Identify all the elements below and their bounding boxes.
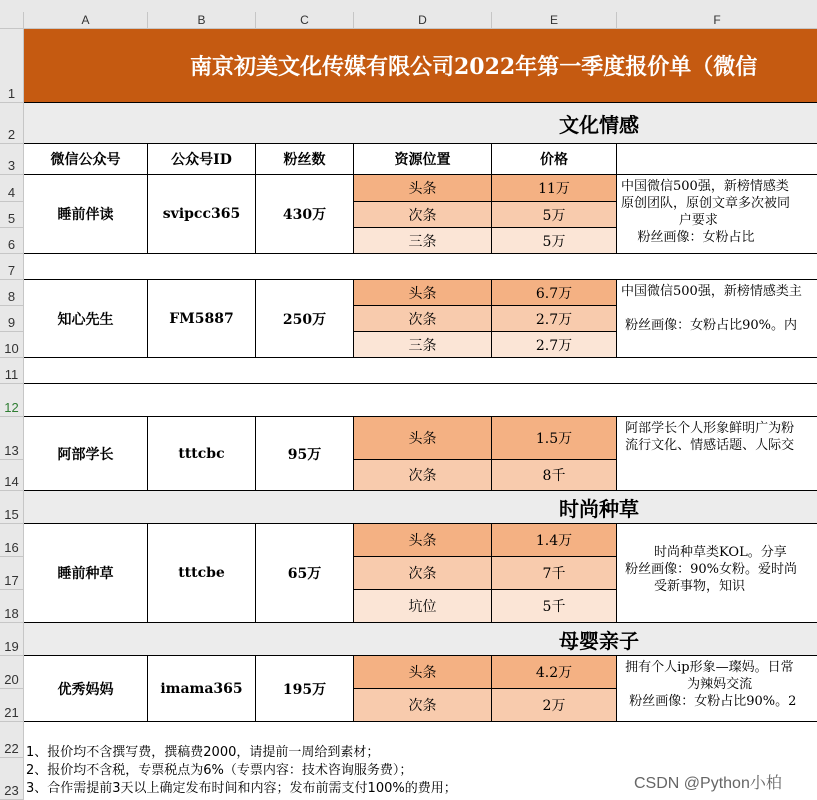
account-id[interactable]: svipcc365 [148, 175, 256, 254]
header-id[interactable]: 公众号ID [148, 144, 256, 175]
account-fans[interactable]: 65万 [256, 524, 354, 623]
row-header-23[interactable]: 23 [0, 758, 24, 800]
row-header-6[interactable]: 6 [0, 228, 24, 254]
column-header-e[interactable]: E [492, 12, 617, 29]
section-fashion[interactable]: 时尚种草 [24, 491, 817, 524]
note-3[interactable]: 3、合作需提前3天以上确定发布时间和内容；发布前需支付100%的费用； [26, 781, 457, 796]
row-header-1[interactable]: 1 [0, 29, 24, 103]
row-header-19[interactable]: 19 [0, 623, 24, 656]
column-header-b[interactable]: B [148, 12, 256, 29]
slot-position[interactable]: 次条 [354, 689, 492, 722]
row-header-11[interactable]: 11 [0, 358, 24, 384]
title-cell[interactable]: 南京初美文化传媒有限公司2022年第一季度报价单（微信 [24, 29, 817, 103]
watermark-text: CSDN @Python小柏 [634, 775, 782, 792]
row-header-17[interactable]: 17 [0, 557, 24, 590]
column-header-f[interactable]: F [617, 12, 817, 29]
account-description[interactable]: 拥有个人ip形象—璨妈。日常 为辣妈交流 粉丝画像：女粉占比90%。2 [617, 656, 817, 722]
account-name[interactable]: 知心先生 [24, 280, 148, 358]
header-account[interactable]: 微信公众号 [24, 144, 148, 175]
slot-price[interactable]: 8千 [492, 460, 617, 491]
row-header-3[interactable]: 3 [0, 144, 24, 175]
slot-price[interactable]: 5万 [492, 202, 617, 228]
row-header-10[interactable]: 10 [0, 332, 24, 358]
account-fans[interactable]: 95万 [256, 417, 354, 491]
row-header-12[interactable]: 12 [0, 384, 24, 417]
row-header-16[interactable]: 16 [0, 524, 24, 557]
slot-price[interactable]: 11万 [492, 175, 617, 202]
slot-position[interactable]: 头条 [354, 524, 492, 557]
slot-price[interactable]: 2.7万 [492, 306, 617, 332]
account-fans[interactable]: 430万 [256, 175, 354, 254]
slot-price[interactable]: 1.5万 [492, 417, 617, 460]
row-header-21[interactable]: 21 [0, 689, 24, 722]
header-price[interactable]: 价格 [492, 144, 617, 175]
section-culture[interactable]: 文化情感 [24, 103, 817, 144]
row-header-4[interactable]: 4 [0, 175, 24, 202]
slot-price[interactable]: 6.7万 [492, 280, 617, 306]
row-header-7[interactable]: 7 [0, 254, 24, 280]
account-name[interactable]: 阿部学长 [24, 417, 148, 491]
column-header-a[interactable]: A [24, 12, 148, 29]
account-id[interactable]: FM5887 [148, 280, 256, 358]
slot-price[interactable]: 2.7万 [492, 332, 617, 358]
row-header-9[interactable]: 9 [0, 306, 24, 332]
header-desc[interactable] [617, 144, 817, 175]
slot-position[interactable]: 坑位 [354, 590, 492, 623]
slot-position[interactable]: 头条 [354, 417, 492, 460]
account-name[interactable]: 睡前伴读 [24, 175, 148, 254]
slot-position[interactable]: 三条 [354, 332, 492, 358]
slot-price[interactable]: 7千 [492, 557, 617, 590]
account-fans[interactable]: 250万 [256, 280, 354, 358]
row-header-18[interactable]: 18 [0, 590, 24, 623]
row-header-8[interactable]: 8 [0, 280, 24, 306]
slot-position[interactable]: 次条 [354, 557, 492, 590]
column-header-c[interactable]: C [256, 12, 354, 29]
empty-row[interactable] [24, 358, 817, 384]
account-fans[interactable]: 195万 [256, 656, 354, 722]
slot-position[interactable]: 次条 [354, 202, 492, 228]
note-1[interactable]: 1、报价均不含撰写费，撰稿费2000，请提前一周给到素材； [26, 745, 380, 760]
row-header-22[interactable]: 22 [0, 722, 24, 758]
account-id[interactable]: imama365 [148, 656, 256, 722]
slot-price[interactable]: 2万 [492, 689, 617, 722]
slot-position[interactable]: 次条 [354, 460, 492, 491]
note-2[interactable]: 2、报价均不含税，专票税点为6%（专票内容：技术咨询服务费）； [26, 763, 413, 778]
row-header-2[interactable]: 2 [0, 103, 24, 144]
row-header-14[interactable]: 14 [0, 460, 24, 491]
slot-price[interactable]: 5万 [492, 228, 617, 254]
account-id[interactable]: tttcbe [148, 524, 256, 623]
row-header-15[interactable]: 15 [0, 491, 24, 524]
account-description[interactable]: 中国微信500强，新榜情感类主 粉丝画像：女粉占比90%。内 [617, 280, 817, 358]
row-header-5[interactable]: 5 [0, 202, 24, 228]
header-fans[interactable]: 粉丝数 [256, 144, 354, 175]
header-position[interactable]: 资源位置 [354, 144, 492, 175]
slot-position[interactable]: 次条 [354, 306, 492, 332]
slot-position[interactable]: 头条 [354, 656, 492, 689]
account-name[interactable]: 优秀妈妈 [24, 656, 148, 722]
account-id[interactable]: tttcbc [148, 417, 256, 491]
slot-price[interactable]: 5千 [492, 590, 617, 623]
row-header-20[interactable]: 20 [0, 656, 24, 689]
slot-position[interactable]: 三条 [354, 228, 492, 254]
section-mother[interactable]: 母婴亲子 [24, 623, 817, 656]
empty-row[interactable] [24, 254, 817, 280]
slot-position[interactable]: 头条 [354, 280, 492, 306]
account-description[interactable]: 阿部学长个人形象鲜明广为粉 流行文化、情感话题、人际交 [617, 417, 817, 491]
slot-position[interactable]: 头条 [354, 175, 492, 202]
column-header-d[interactable]: D [354, 12, 492, 29]
row-header-13[interactable]: 13 [0, 417, 24, 460]
empty-row[interactable] [24, 384, 817, 417]
slot-price[interactable]: 1.4万 [492, 524, 617, 557]
slot-price[interactable]: 4.2万 [492, 656, 617, 689]
account-name[interactable]: 睡前种草 [24, 524, 148, 623]
account-description[interactable]: 时尚种草类KOL。分享 粉丝画像：90%女粉。爱时尚 受新事物，知识 [617, 524, 817, 623]
account-description[interactable]: 中国微信500强，新榜情感类 原创团队，原创文章多次被同 户要求 粉丝画像：女粉占比 [617, 175, 817, 254]
select-all-corner[interactable] [0, 12, 24, 29]
